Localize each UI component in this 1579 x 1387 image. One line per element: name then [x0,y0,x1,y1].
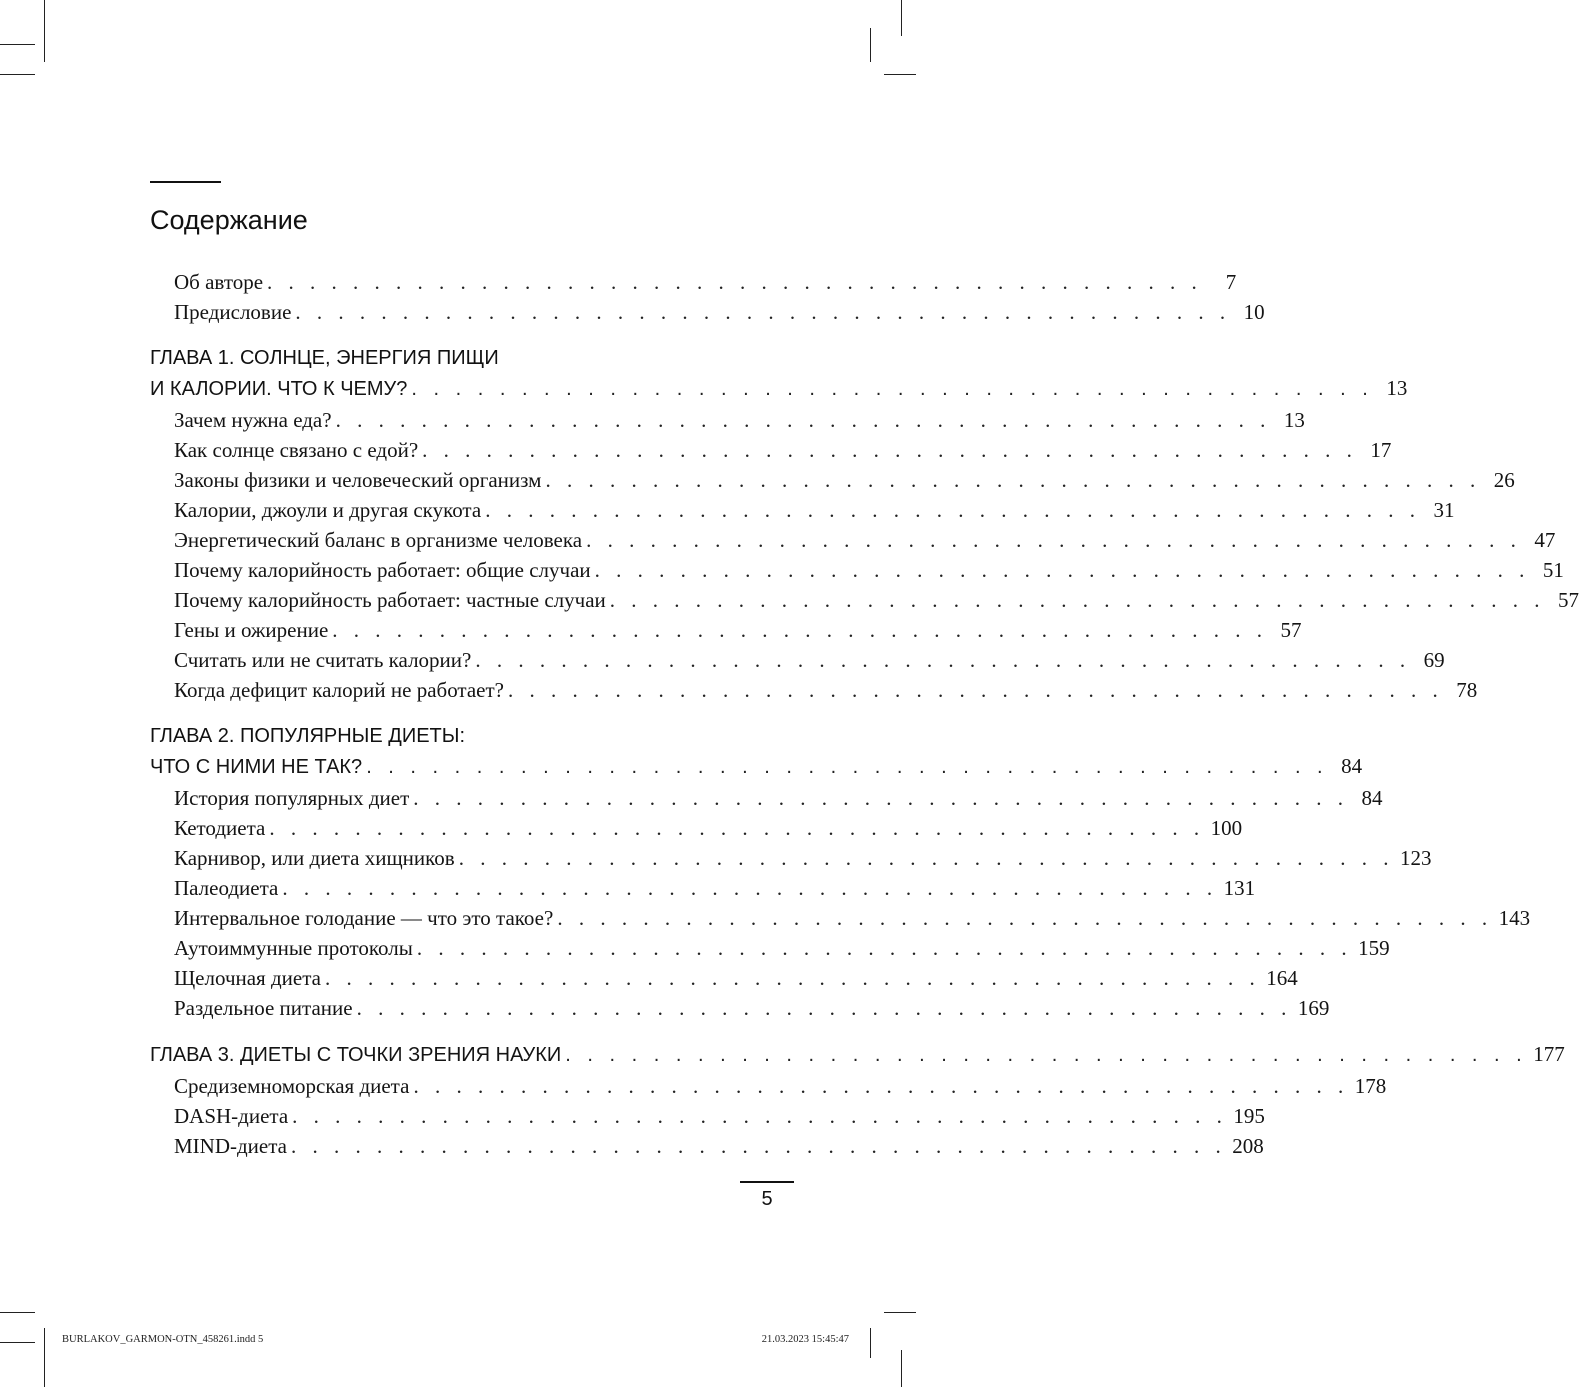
crop-mark [0,44,35,45]
toc-page-number: 177 [1533,1042,1565,1066]
toc-entry-section[interactable] [150,434,1392,464]
toc-entry-section[interactable] [150,992,1330,1022]
dot-leader: . . . . . . . . . . . . . . . . . . . . . . . . . . . . . . . . . . . . . . . . . . . . [267,270,1203,294]
toc-entry-label: Калории, джоули и другая скукота [174,498,482,522]
toc-page-number: 26 [1493,468,1515,492]
page-number-rule [740,1181,794,1183]
toc-entry-label: Почему калорийность работает: частные случаи [174,588,606,612]
dot-leader: . . . . . . . . . . . . . . . . . . . . . . . . . . . . . . . . . . . . . . . . . . . . [545,468,1481,492]
dot-leader: . . . . . . . . . . . . . . . . . . . . . . . . . . . . . . . . . . . . . . . . . . . . [413,786,1349,810]
dot-leader: . . . . . . . . . . . . . . . . . . . . . . . . . . . . . . . . . . . . . . . . . . . . [291,1134,1227,1158]
dot-leader: . . . . . . . . . . . . . . . . . . . . . . . . . . . . . . . . . . . . . . . . . . . . [508,678,1444,702]
toc-page-number: 13 [1283,408,1305,432]
toc-page-number: 7 [1225,270,1237,294]
toc-entry-section[interactable] [150,404,1305,434]
dot-leader: . . . . . . . . . . . . . . . . . . . . . . . . . . . . . . . . . . . . . . . . . . . . [609,588,1546,612]
toc-entry-section[interactable] [150,902,1531,932]
toc-page-number: 131 [1223,876,1256,900]
toc-entry-label: MIND-диета [174,1134,287,1158]
toc-entry-label: Интервальное голодание — что это такое? [174,906,554,930]
dot-leader: . . . . . . . . . . . . . . . . . . . . . . . . . . . . . . . . . . . . . . . . . . . . [422,438,1358,462]
toc-page-number: 57 [1280,618,1302,642]
toc-entry-section[interactable] [150,494,1455,524]
crop-mark [0,74,35,75]
crop-mark [0,1312,35,1313]
dot-leader: . . . . . . . . . . . . . . . . . . . . . . . . . . . . . . . . . . . . . . . . . . . . [269,816,1205,840]
toc-entry-chapter[interactable] [150,750,1363,780]
crop-mark [870,28,871,62]
toc-entry-label: Об авторе [174,270,264,294]
toc-entry-section[interactable] [150,782,1383,812]
crop-mark [884,74,916,75]
title-rule [150,181,221,183]
toc-entry-label: Средиземноморская диета [174,1074,410,1098]
toc-page-number: 195 [1233,1104,1265,1128]
dot-leader: . . . . . . . . . . . . . . . . . . . . . . . . . . . . . . . . . . . . . . . . . . . . [416,936,1353,960]
toc-page-number: 100 [1210,816,1243,840]
crop-mark [884,1312,916,1313]
toc-entry-section[interactable] [150,872,1256,902]
toc-entry-label: Почему калорийность работает: общие случаи [174,558,591,582]
toc-page-number: 123 [1399,846,1432,870]
toc-entry-label: Аутоиммунные протоколы [174,936,413,960]
toc-entry-section[interactable] [150,554,1564,584]
toc-entry-label: Предисловие [174,300,292,324]
dot-leader: . . . . . . . . . . . . . . . . . . . . . . . . . . . . . . . . . . . . . . . . . . . . [332,618,1268,642]
toc-entry-label: ГЛАВА 3. ДИЕТЫ С ТОЧКИ ЗРЕНИЯ НАУКИ [150,1044,562,1066]
dot-leader: . . . . . . . . . . . . . . . . . . . . . . . . . . . . . . . . . . . . . . . . . . . . [485,498,1421,522]
dot-leader: . . . . . . . . . . . . . . . . . . . . . . . . . . . . . . . . . . . . . . . . . . . . [413,1074,1349,1098]
toc-page-number: 84 [1361,786,1383,810]
toc-entry-label: История популярных диет [174,786,410,810]
toc-entry-section[interactable] [150,812,1243,842]
toc-entry-label: Когда дефицит калорий не работает? [174,678,505,702]
toc-entry-label: Гены и ожирение [174,618,329,642]
page-title: Содержание [150,205,308,235]
crop-mark [44,1328,45,1387]
toc-entry-section[interactable] [150,524,1556,554]
toc-entry-section[interactable] [150,842,1432,872]
toc-entry-label: Палеодиета [174,876,279,900]
page-number: 5 [761,1188,773,1210]
toc-entry-section[interactable] [150,1130,1264,1160]
dot-leader: . . . . . . . . . . . . . . . . . . . . . . . . . . . . . . . . . . . . . . . . . . . . [282,876,1218,900]
toc-page-number: 78 [1456,678,1478,702]
toc-page-number: 13 [1386,376,1408,400]
dot-leader: . . . . . . . . . . . . . . . . . . . . . . . . . . . . . . . . . . . . . . . . . . . . [295,300,1231,324]
toc-page-number: 178 [1354,1074,1387,1098]
toc-page-number: 143 [1498,906,1531,930]
table-of-contents [150,266,1579,1160]
toc-entry-label: ЧТО С НИМИ НЕ ТАК? [150,756,363,778]
dot-leader: . . . . . . . . . . . . . . . . . . . . . . . . . . . . . . . . . . . . . . . . . . . . [565,1044,1528,1066]
toc-entry-chapter[interactable] [150,372,1408,402]
dot-leader: . . . . . . . . . . . . . . . . . . . . . . . . . . . . . . . . . . . . . . . . . . . . [335,408,1271,432]
toc-entry-section[interactable] [150,674,1478,704]
toc-entry-label: Считать или не считать калории? [174,648,472,672]
toc-page-number: 57 [1558,588,1579,612]
toc-page-number: 17 [1370,438,1392,462]
toc-entry-section[interactable] [150,464,1515,494]
toc-entry-section[interactable] [150,962,1298,992]
toc-entry-front-matter[interactable] [150,266,1237,296]
toc-entry-label: И КАЛОРИИ. ЧТО К ЧЕМУ? [150,378,408,400]
dot-leader: . . . . . . . . . . . . . . . . . . . . . . . . . . . . . . . . . . . . . . . . . . . . [411,378,1374,400]
crop-mark [0,1342,35,1343]
toc-entry-section[interactable] [150,932,1390,962]
toc-entry-section[interactable] [150,1070,1387,1100]
toc-entry-label: Карнивор, или диета хищников [174,846,455,870]
print-slug-timestamp: 21.03.2023 15:45:47 [761,1334,849,1345]
chapter-heading: ГЛАВА 1. СОЛНЦЕ, ЭНЕРГИЯ ПИЩИ [150,347,499,369]
dot-leader: . . . . . . . . . . . . . . . . . . . . . . . . . . . . . . . . . . . . . . . . . . . . [557,906,1493,930]
toc-entry-section[interactable] [150,584,1579,614]
crop-mark [901,1350,902,1387]
dot-leader: . . . . . . . . . . . . . . . . . . . . . . . . . . . . . . . . . . . . . . . . . . . . [292,1104,1228,1128]
toc-entry-label: Энергетический баланс в организме человека [174,528,583,552]
toc-page-number: 51 [1542,558,1564,582]
crop-mark [44,0,45,62]
toc-entry-label: Раздельное питание [174,996,353,1020]
toc-page-number: 164 [1266,966,1298,990]
dot-leader: . . . . . . . . . . . . . . . . . . . . . . . . . . . . . . . . . . . . . . . . . . . . [366,756,1329,778]
dot-leader: . . . . . . . . . . . . . . . . . . . . . . . . . . . . . . . . . . . . . . . . . . . . [458,846,1394,870]
crop-mark [901,0,902,36]
toc-page-number: 10 [1243,300,1265,324]
toc-entry-label: DASH-диета [174,1104,289,1128]
toc-page-number: 84 [1341,754,1363,778]
toc-entry-label: Щелочная диета [174,966,321,990]
toc-entry-section[interactable] [150,644,1445,674]
toc-page-number: 169 [1297,996,1330,1020]
toc-entry-section[interactable] [150,614,1302,644]
toc-entry-section[interactable] [150,1100,1265,1130]
dot-leader: . . . . . . . . . . . . . . . . . . . . . . . . . . . . . . . . . . . . . . . . . . . . [475,648,1411,672]
toc-entry-label: Зачем нужна еда? [174,408,332,432]
dot-leader: . . . . . . . . . . . . . . . . . . . . . . . . . . . . . . . . . . . . . . . . . . . . [594,558,1530,582]
print-slug-file: BURLAKOV_GARMON-OTN_458261.indd 5 [62,1334,264,1345]
toc-entry-label: Как солнце связано с едой? [174,438,419,462]
dot-leader: . . . . . . . . . . . . . . . . . . . . . . . . . . . . . . . . . . . . . . . . . . . . [356,996,1292,1020]
toc-page-number: 31 [1433,498,1455,522]
toc-page-number: 208 [1232,1134,1264,1158]
chapter-heading: ГЛАВА 2. ПОПУЛЯРНЫЕ ДИЕТЫ: [150,725,466,747]
toc-entry-chapter[interactable] [150,1038,1565,1068]
dot-leader: . . . . . . . . . . . . . . . . . . . . . . . . . . . . . . . . . . . . . . . . . . . . [586,528,1522,552]
toc-page-number: 47 [1534,528,1556,552]
crop-mark [870,1328,871,1358]
dot-leader: . . . . . . . . . . . . . . . . . . . . . . . . . . . . . . . . . . . . . . . . . . . . [324,966,1261,990]
toc-entry-front-matter[interactable] [150,296,1265,326]
toc-entry-label: Кетодиета [174,816,266,840]
toc-entry-label: Законы физики и человеческий организм [174,468,542,492]
toc-page-number: 159 [1358,936,1390,960]
toc-page-number: 69 [1423,648,1445,672]
